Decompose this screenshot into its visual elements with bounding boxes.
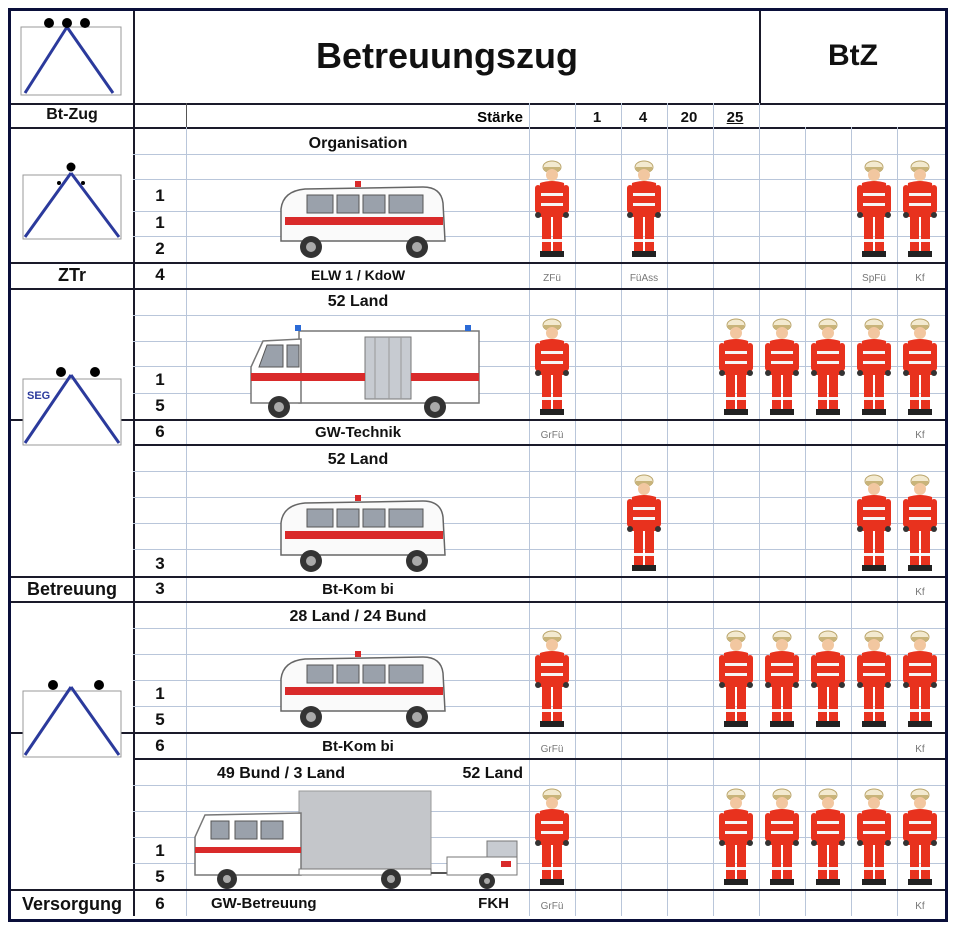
row-header-btk2: 28 Land / 24 Bund xyxy=(289,608,427,625)
total-btk2: 6 xyxy=(155,736,165,755)
firefighter-figure-icon xyxy=(624,159,664,264)
firefighter-figure-icon xyxy=(762,317,802,422)
role-grfu: GrFü xyxy=(540,744,564,755)
firefighter-figure-icon xyxy=(854,473,894,578)
firefighter-figure-icon xyxy=(716,317,756,422)
firefighter-figure-icon xyxy=(854,787,894,892)
strength-value-1: 1 xyxy=(592,109,602,126)
count-gwt-2: 5 xyxy=(155,396,165,415)
page-title: Betreuungszug xyxy=(315,35,578,76)
vehicle-name-gwb: GW-Betreuung xyxy=(211,895,317,912)
role-fuass: FüAss xyxy=(629,273,659,284)
vehicle-name-elw: ELW 1 / KdoW xyxy=(310,267,406,283)
vehicle-name-fkh: FKH xyxy=(478,895,509,912)
row-header-gwb: 49 Bund / 3 Land xyxy=(217,765,346,782)
firefighter-figure-icon xyxy=(900,159,940,264)
strength-value-25: 25 xyxy=(726,109,744,126)
role-kf: Kf xyxy=(915,587,925,598)
unit-abbreviation: BtZ xyxy=(828,39,878,72)
role-zfu: ZFü xyxy=(543,273,561,284)
row-header-gwt: 52 Land xyxy=(327,293,389,310)
versorgung-symbol-icon xyxy=(19,677,125,759)
section-label-betreuung: Betreuung xyxy=(27,579,117,599)
count-gwb-2: 5 xyxy=(155,867,165,886)
organization-chart xyxy=(8,8,948,922)
count-btk1-1: 3 xyxy=(155,554,165,573)
firefighter-figure-icon xyxy=(532,317,572,422)
firefighter-figure-icon xyxy=(808,317,848,422)
firefighter-figure-icon xyxy=(900,787,940,892)
vehicle-name-btk1: Bt-Kom bi xyxy=(322,581,394,598)
total-versorgung: 6 xyxy=(155,894,165,913)
firefighter-figure-icon xyxy=(624,473,664,578)
seg-symbol-text: SEG xyxy=(27,390,51,402)
total-ztr: 4 xyxy=(155,265,165,284)
gw-technik-truck-icon xyxy=(239,323,489,419)
strength-value-4: 4 xyxy=(638,109,648,126)
count-elw-3: 2 xyxy=(155,239,165,258)
firefighter-figure-icon xyxy=(854,159,894,264)
firefighter-figure-icon xyxy=(854,317,894,422)
count-elw-2: 1 xyxy=(155,213,165,232)
firefighter-figure-icon xyxy=(532,159,572,264)
bt-kombi-van-icon xyxy=(273,493,453,577)
firefighter-figure-icon xyxy=(716,629,756,734)
count-elw-1: 1 xyxy=(155,186,165,205)
bt-kombi-van-icon xyxy=(273,649,453,733)
vehicle-name-btk2: Bt-Kom bi xyxy=(322,738,394,755)
unit-label: Bt-Zug xyxy=(46,106,98,123)
row-header-btk1: 52 Land xyxy=(327,451,389,468)
role-kf: Kf xyxy=(915,273,925,284)
strength-label: Stärke xyxy=(477,109,523,126)
strength-value-20: 20 xyxy=(680,109,698,126)
vehicle-name-gwt: GW-Technik xyxy=(314,424,402,441)
firefighter-figure-icon xyxy=(900,317,940,422)
firefighter-figure-icon xyxy=(762,629,802,734)
count-btk2-2: 5 xyxy=(155,710,165,729)
role-kf: Kf xyxy=(915,901,925,912)
count-gwt-1: 1 xyxy=(155,370,165,389)
firefighter-figure-icon xyxy=(808,787,848,892)
firefighter-figure-icon xyxy=(716,787,756,892)
role-kf: Kf xyxy=(915,430,925,441)
firefighter-figure-icon xyxy=(900,473,940,578)
firefighter-figure-icon xyxy=(808,629,848,734)
count-gwb-1: 1 xyxy=(155,841,165,860)
firefighter-figure-icon xyxy=(900,629,940,734)
elw-van-icon xyxy=(273,179,453,263)
firefighter-figure-icon xyxy=(762,787,802,892)
total-betreuung: 3 xyxy=(155,579,165,598)
gw-betreuung-truck-icon xyxy=(191,787,527,891)
total-gwt: 6 xyxy=(155,422,165,441)
role-kf: Kf xyxy=(915,744,925,755)
section-label-versorgung: Versorgung xyxy=(21,894,123,914)
section-label-ztr: ZTr xyxy=(57,265,86,285)
firefighter-figure-icon xyxy=(854,629,894,734)
role-spfu: SpFü xyxy=(862,273,886,284)
count-btk2-1: 1 xyxy=(155,684,165,703)
firefighter-figure-icon xyxy=(532,787,572,892)
seg-symbol-icon xyxy=(19,365,125,447)
zug-symbol-icon xyxy=(17,17,125,97)
row-header2-gwb: 52 Land xyxy=(462,765,523,782)
ztr-symbol-icon xyxy=(19,161,125,241)
row-header-elw: Organisation xyxy=(308,135,408,152)
role-grfu: GrFü xyxy=(540,430,564,441)
firefighter-figure-icon xyxy=(532,629,572,734)
role-grfu: GrFü xyxy=(540,901,564,912)
